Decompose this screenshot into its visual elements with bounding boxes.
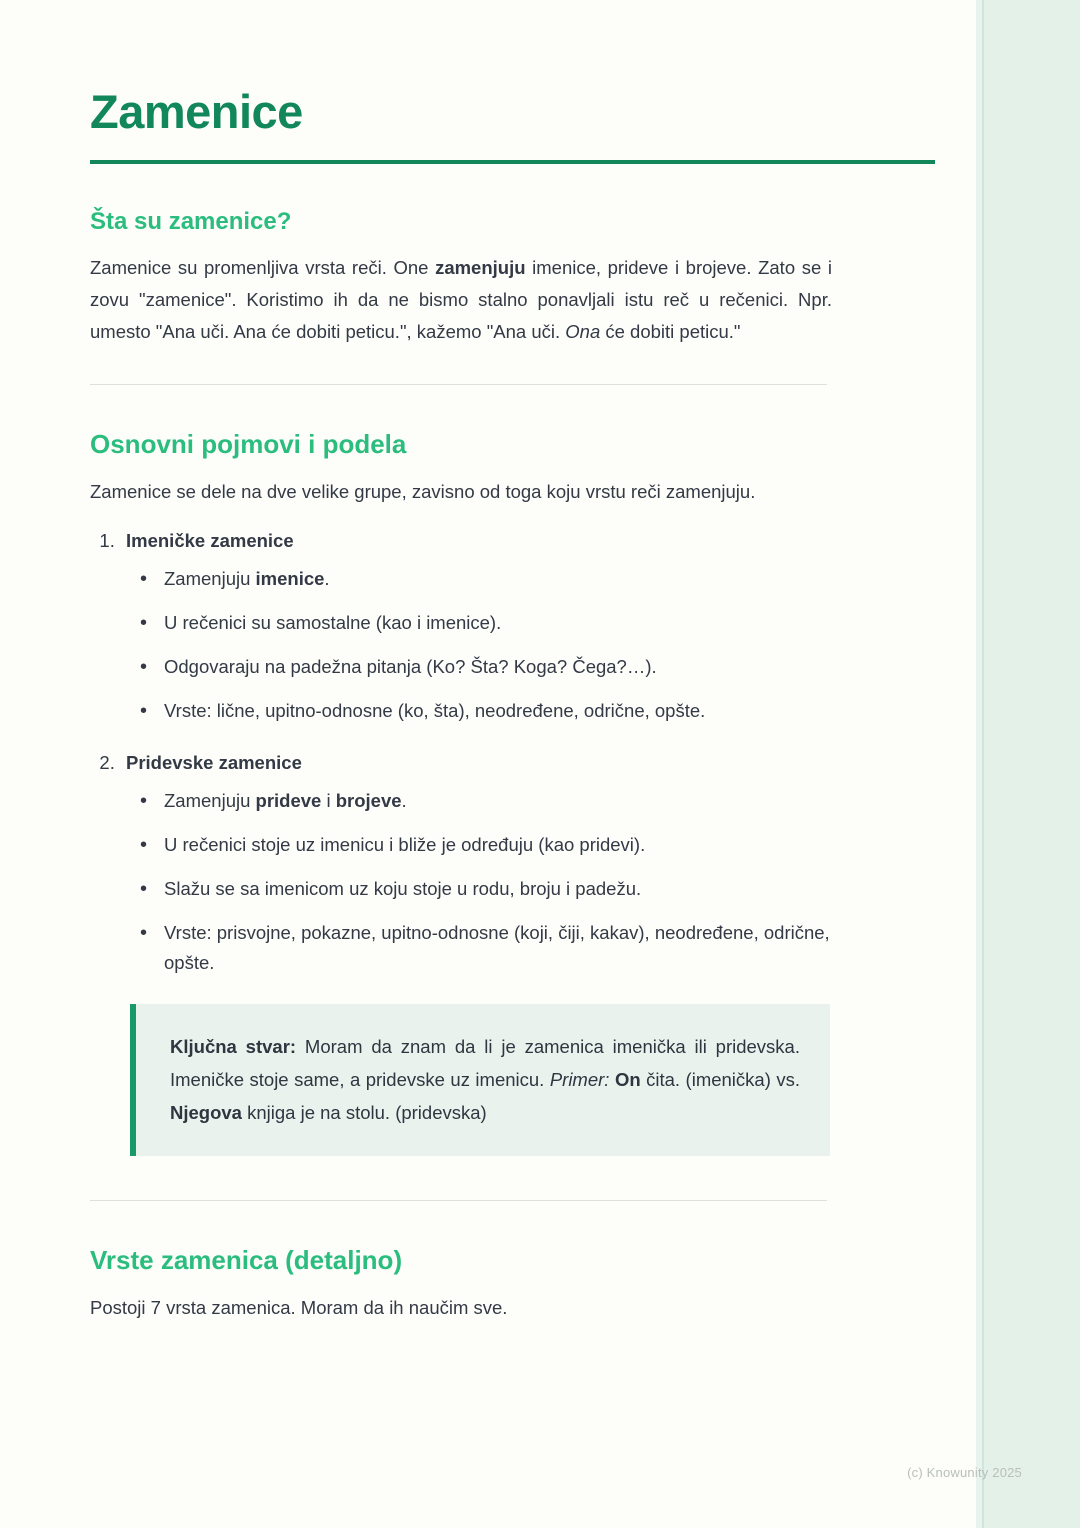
page-side-panel-inner	[982, 0, 1080, 1528]
list-item-title: Imeničke zamenice	[126, 529, 294, 551]
nominal-pronouns-bullets	[126, 564, 850, 726]
list-item: • Vrste: prisvojne, pokazne, upitno-odnosne (koji, čiji, kakav), neodređene, odrične, opšte.	[136, 918, 850, 978]
section-divider-1	[90, 384, 827, 385]
key-takeaway-text: Ključna stvar: Moram da znam da li je zamenica imenička ili pridevska. Imeničke stoje same, a pridevske uz imenicu. Primer: On čita. (imenička) vs. Njegova knjiga je na stolu. (pridevska)	[170, 1035, 801, 1124]
pronoun-groups-list	[90, 530, 850, 978]
adjectival-pronouns-bullets	[126, 786, 850, 978]
section-divider-2	[90, 1200, 827, 1201]
section-heading-basic-concepts: Osnovni pojmovi i podela	[90, 428, 407, 459]
list-item: • U rečenici su samostalne (kao i imenice).	[136, 608, 850, 638]
list-item: • Odgovaraju na padežna pitanja (Ko? Šta? Koga? Čega?…).	[136, 652, 850, 682]
list-item: • U rečenici stoje uz imenicu i bliže je određuju (kao pridevi).	[136, 830, 850, 860]
document-content	[90, 0, 850, 1324]
page-title: Zamenice	[90, 85, 303, 138]
section-paragraph-what-are-pronouns: Zamenice su promenljiva vrsta reči. One zamenjuju imenice, prideve i brojeve. Zato se i zovu "zamenice". Koristimo ih da ne bismo stalno ponavljali istu reč u rečenici. Npr. umesto "Ana uči. Ana će dobiti peticu.", kažemo "Ana uči. Ona će dobiti peticu."	[90, 257, 832, 343]
watermark: (c) Knowunity 2025	[907, 1465, 1022, 1480]
list-item: • Zamenjuju imenice.	[136, 564, 850, 594]
list-item: • Slažu se sa imenicom uz koju stoje u rodu, broju i padežu.	[136, 874, 850, 904]
list-item-title: Pridevske zamenice	[126, 751, 302, 773]
list-item: • Zamenjuju prideve i brojeve.	[136, 786, 850, 816]
title-divider	[90, 160, 935, 164]
section-paragraph-types-detailed: Postoji 7 vrsta zamenica. Moram da ih naučim sve.	[90, 1296, 508, 1318]
list-item: • Vrste: lične, upitno-odnosne (ko, šta), neodređene, odrične, opšte.	[136, 696, 850, 726]
key-takeaway-callout	[130, 1004, 830, 1156]
section-paragraph-basic-concepts: Zamenice se dele na dve velike grupe, zavisno od toga koju vrstu reči zamenjuju.	[90, 481, 756, 503]
page-side-panel	[976, 0, 1080, 1528]
list-item-nominal-pronouns	[120, 530, 850, 726]
list-item-adjectival-pronouns	[120, 752, 850, 978]
section-heading-types-detailed: Vrste zamenica (detaljno)	[90, 1244, 403, 1275]
section-heading-what-are-pronouns: Šta su zamenice?	[90, 207, 292, 235]
